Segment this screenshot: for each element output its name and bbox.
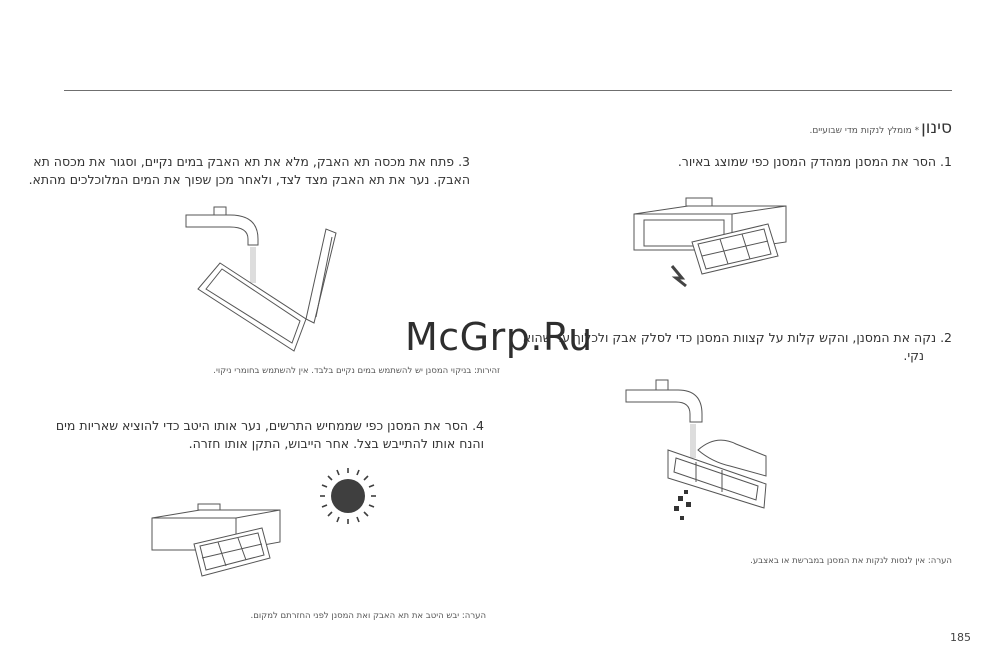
step-3-text-line1: 3. פתח את מכסה תא האבק, מלא את תא האבק במים נקיים, וסגור את מכסה תא [33,154,470,169]
step-2-text-line2: נקי. [903,348,924,363]
step-2-text-line1: 2. נקה את המסנן, והקש קלות על קצוות המסנן כדי לסלק אבק ולכלוך עד שהוא [522,330,952,345]
section-title-note: * מומלץ לנקות מדי שבועיים. [809,126,920,136]
sun-icon [318,466,378,526]
note-step-4: הערה: יבש היטב את תא האבק ואת המסנן לפני החזרתם למקום. [250,611,486,621]
note-step-2: הערה: אין לנסות לנקות את המסנן במברשת או באצבע. [750,556,952,566]
step-3-text-line2: האבק. נער את תא האבק מצד לצד, ולאחר מכן שפוך את המים המלוכלכים מהתא. [28,172,470,187]
illustration-rinse-dustbin [186,205,346,355]
page-number: 185 [950,631,971,644]
illustration-remove-filter [628,196,790,288]
step-4-text-line1: 4. הסר את המסנן כפי שממחיש התרשים, נער אותו היטב כדי להוציא שאריות מים [55,418,484,433]
illustration-dry-filter [150,500,282,582]
section-title: סינון [921,118,952,138]
step-1-text: 1. הסר את המסנן ממהדק המסנן כפי שמוצג באיור. [677,154,952,169]
illustration-clean-filter [626,378,776,524]
header-rule [64,90,952,91]
watermark: McGrp.Ru [405,315,593,359]
note-step-3-caution: זהירות: בניקוי המסנן יש להשתמש במים נקיים בלבד. אין להשתמש בחומרי ניקוי. [213,366,500,376]
step-4-text-line2: והנח אותו להתייבש בצל. אחר הייבוש, התקן אותו חזרה. [188,436,484,451]
section-header [809,118,952,138]
